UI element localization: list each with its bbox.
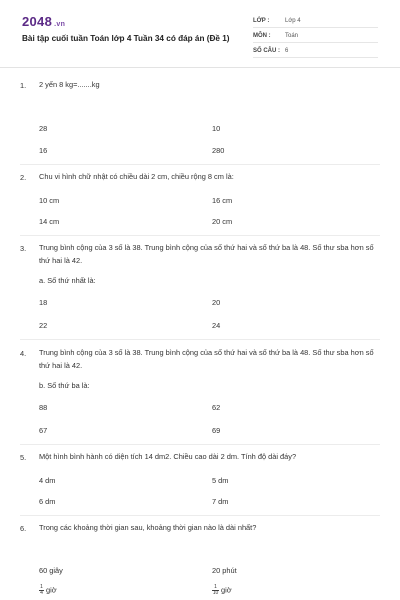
meta-subject: MÔN : Toán: [253, 31, 378, 43]
option-b[interactable]: 10: [212, 124, 221, 133]
meta-count: SỐ CÂU : 6: [253, 46, 378, 58]
document-title: Bài tập cuối tuần Toán lớp 4 Tuần 34 có đáp án (Đề 1): [22, 34, 230, 43]
divider: [20, 515, 380, 516]
divider: [20, 235, 380, 236]
option-a[interactable]: 18: [39, 298, 48, 307]
page-header: [0, 0, 400, 68]
question-text: Một hình bình hành có diện tích 14 dm2. Chiều cao dài 2 dm. Tính độ dài đáy?: [39, 452, 297, 461]
option-d[interactable]: 7 dm: [212, 497, 229, 506]
meta-class: LỚP : Lớp 4: [253, 16, 378, 28]
option-d[interactable]: 280: [212, 146, 225, 155]
question-text: Trung bình cộng của 3 số là 38. Trung bình cộng của số thứ hai và số thứ ba là 48. Số thư sba hơn số thứ hai là 42.: [39, 243, 374, 265]
option-c[interactable]: 6 dm: [39, 497, 56, 506]
question-text: 2 yến 8 kg=.......kg: [39, 80, 100, 89]
option-a[interactable]: 4 dm: [39, 476, 56, 485]
option-d[interactable]: 24: [212, 321, 221, 330]
option-d[interactable]: 20 cm: [212, 217, 233, 226]
fraction: $\frac{1}{4}$: [40, 584, 43, 596]
fraction: $\frac{1}{10}$: [212, 584, 219, 596]
sub-question: b. Số thứ ba là:: [39, 381, 90, 390]
divider: [20, 339, 380, 340]
option-c[interactable]: 67: [39, 426, 48, 435]
divider: [20, 444, 380, 445]
option-b[interactable]: 62: [212, 403, 221, 412]
site-logo[interactable]: 2048 .vn: [22, 14, 66, 29]
option-a[interactable]: 28: [39, 124, 48, 133]
option-c[interactable]: 22: [39, 321, 48, 330]
question-text: Trung bình cộng của 3 số là 38. Trung bình cộng của số thứ hai và số thứ ba là 48. Số thư sba hơn số thứ hai là 42.: [39, 348, 374, 370]
option-a[interactable]: 60 giây: [39, 566, 63, 575]
option-b[interactable]: 5 dm: [212, 476, 229, 485]
sub-question: a. Số thứ nhất là:: [39, 276, 96, 285]
option-b[interactable]: 20 phút: [212, 566, 237, 575]
question-text: Chu vi hình chữ nhật có chiều dài 2 cm, chiều rộng 8 cm là:: [39, 172, 234, 181]
divider: [20, 164, 380, 165]
option-a[interactable]: 88: [39, 403, 48, 412]
option-a[interactable]: 10 cm: [39, 196, 60, 205]
option-b[interactable]: 20: [212, 298, 221, 307]
question-text: Trong các khoảng thời gian sau, khoảng thời gian nào là dài nhất?: [39, 523, 257, 532]
option-b[interactable]: 16 cm: [212, 196, 233, 205]
option-d[interactable]: $\frac{1}{10}$ giờ: [212, 584, 232, 596]
option-c[interactable]: 14 cm: [39, 217, 60, 226]
option-c[interactable]: 16: [39, 146, 48, 155]
option-d[interactable]: 69: [212, 426, 221, 435]
option-c[interactable]: $\frac{1}{4}$ giờ: [40, 584, 57, 596]
